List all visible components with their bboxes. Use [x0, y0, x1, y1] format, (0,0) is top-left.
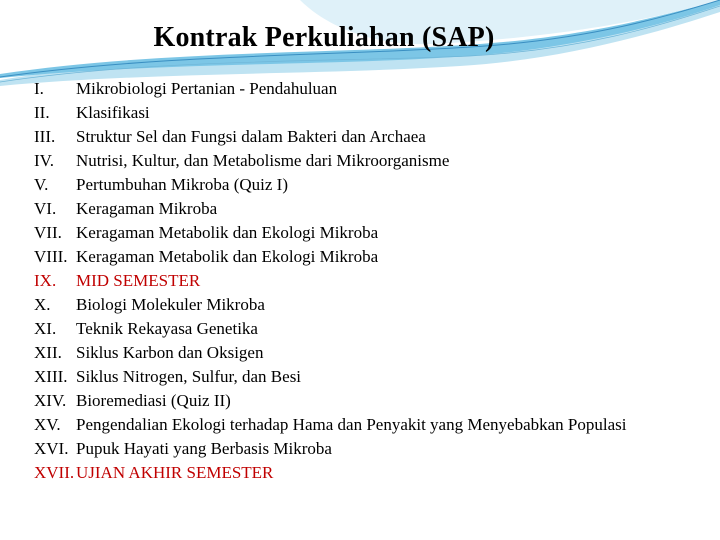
topic-number: XIII.	[34, 367, 68, 386]
topic-number: XIV.	[34, 391, 67, 410]
topic-text: Teknik Rekayasa Genetika	[76, 319, 258, 338]
topic-list-item	[34, 365, 696, 389]
topic-text: Mikrobiologi Pertanian - Pendahuluan	[76, 79, 338, 98]
topic-list-item	[34, 389, 696, 413]
topic-list-item	[34, 341, 696, 365]
topic-text: Keragaman Metabolik dan Ekologi Mikroba	[76, 223, 379, 242]
topic-text: Pupuk Hayati yang Berbasis Mikroba	[76, 439, 332, 458]
topic-text: Klasifikasi	[76, 103, 150, 122]
topic-number: XI.	[34, 319, 57, 338]
topic-number: X.	[34, 295, 51, 314]
topic-list-item	[34, 197, 696, 221]
topic-text: MID SEMESTER	[76, 271, 201, 290]
topic-text: Nutrisi, Kultur, dan Metabolisme dari Mikroorganisme	[76, 151, 450, 170]
topic-number: XV.	[34, 415, 61, 434]
topic-list-item	[34, 125, 696, 149]
topic-text: Biologi Molekuler Mikroba	[76, 295, 265, 314]
topic-list-item	[34, 437, 696, 461]
topic-list-item	[34, 221, 696, 245]
topic-text: Siklus Karbon dan Oksigen	[76, 343, 264, 362]
topic-list-item	[34, 317, 696, 341]
topic-text: Keragaman Metabolik dan Ekologi Mikroba	[76, 247, 379, 266]
topic-list-item	[34, 245, 696, 269]
topic-number: VII.	[34, 223, 62, 242]
slide-title: Kontrak Perkuliahan (SAP)	[153, 22, 495, 53]
topic-text: Struktur Sel dan Fungsi dalam Bakteri dan Archaea	[76, 127, 426, 146]
topic-list-item	[34, 149, 696, 173]
topic-list-item	[34, 77, 696, 101]
topic-number: IX.	[34, 271, 57, 290]
topic-text: Siklus Nitrogen, Sulfur, dan Besi	[76, 367, 302, 386]
topic-number: III.	[34, 127, 56, 146]
topic-number: VI.	[34, 199, 57, 218]
topic-number: XVI.	[34, 439, 69, 458]
topic-text: Bioremediasi (Quiz II)	[76, 391, 231, 410]
topic-list-item	[34, 413, 696, 437]
topic-number: XII.	[34, 343, 62, 362]
topic-list-item	[34, 173, 696, 197]
topic-text: Pertumbuhan Mikroba (Quiz I)	[76, 175, 288, 194]
topic-number: I.	[34, 79, 44, 98]
topic-list-item	[34, 269, 696, 293]
topic-number: IV.	[34, 151, 54, 170]
topic-list	[34, 77, 696, 485]
topic-list-item	[34, 461, 696, 485]
topic-text: Pengendalian Ekologi terhadap Hama dan Penyakit yang Menyebabkan Populasi	[76, 415, 627, 434]
topic-list-item	[34, 101, 696, 125]
topic-number: V.	[34, 175, 49, 194]
topic-list-item	[34, 293, 696, 317]
topic-text: UJIAN AKHIR SEMESTER	[76, 463, 274, 482]
topic-text: Keragaman Mikroba	[76, 199, 218, 218]
topic-number: XVII.	[34, 463, 75, 482]
topic-number: II.	[34, 103, 50, 122]
topic-number: VIII.	[34, 247, 68, 266]
